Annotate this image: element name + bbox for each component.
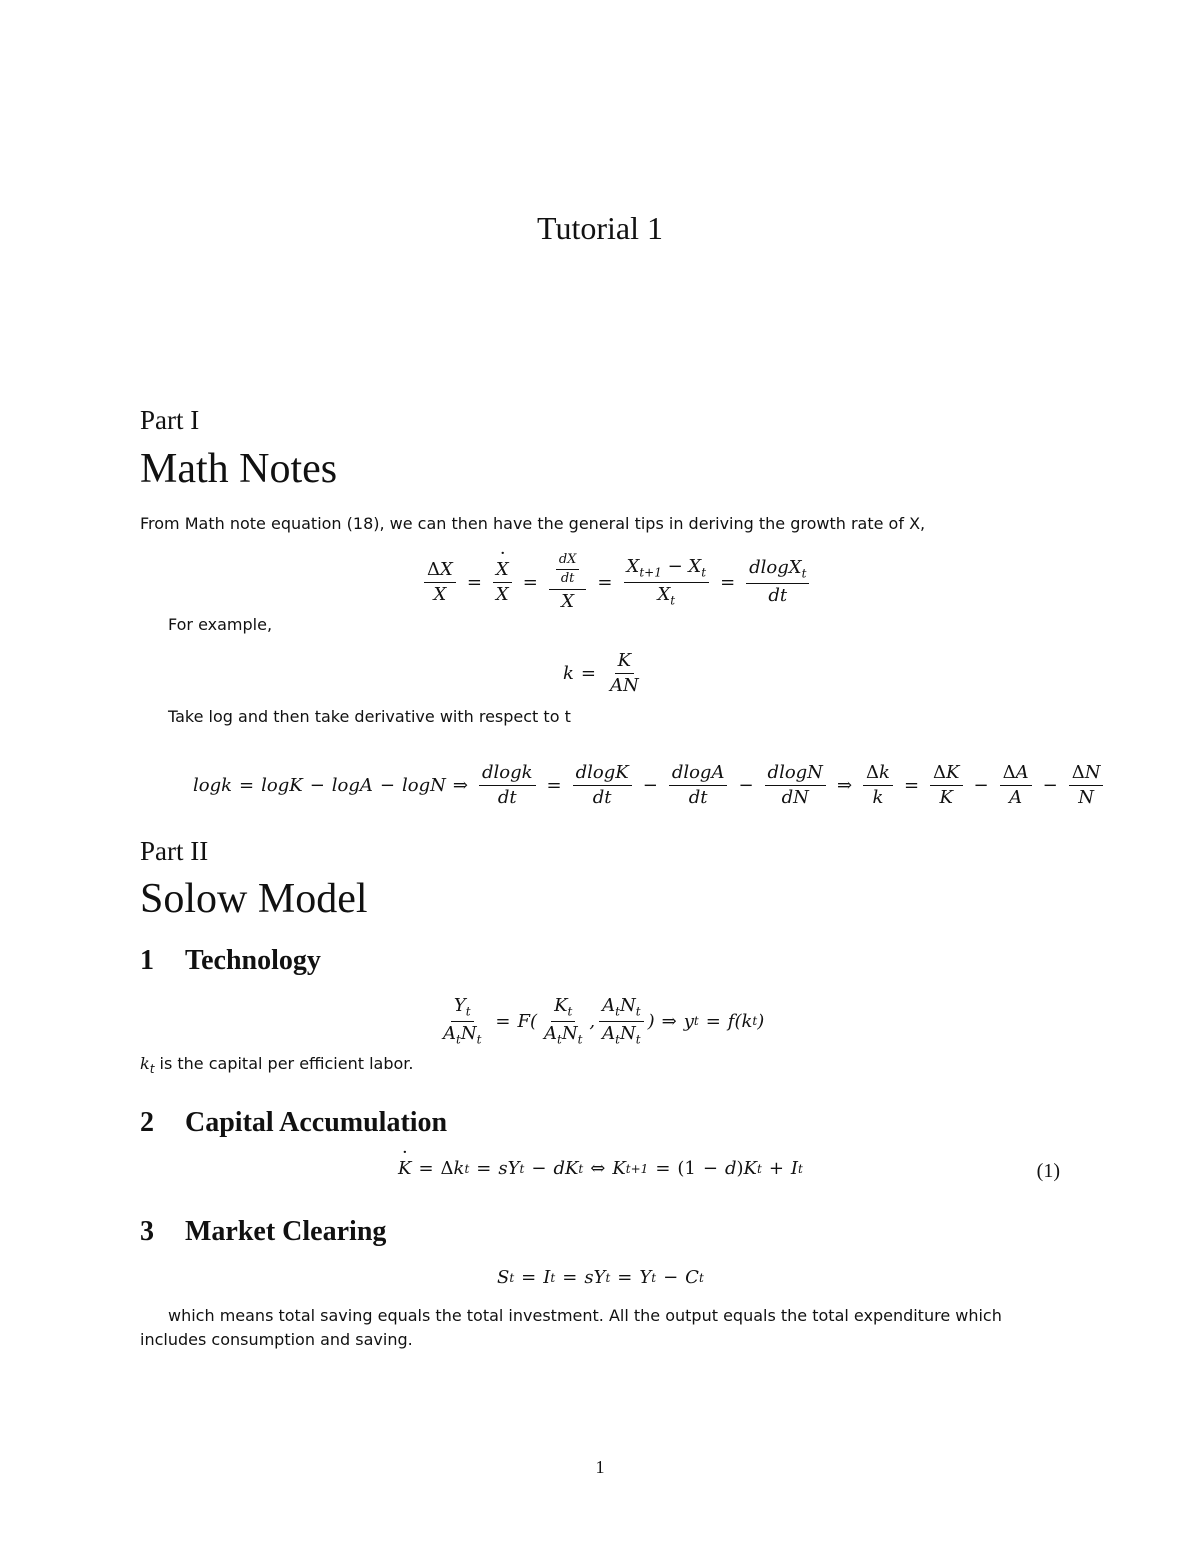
technology-equation: $\frac{Y_t}{A_tN_t}$ = F( $\frac{K_t}{A_tN_t}$ , $\frac{A_tN_t}{A_tN_t}$ ) ⇒ y t = f(k t )	[443, 995, 765, 1047]
part-one-label: Part I	[140, 405, 200, 435]
take-log-text: Take log and then take derivative with respect to t	[168, 707, 571, 726]
page-number: 1	[595, 1457, 605, 1477]
equation-number: (1)	[1036, 1160, 1060, 1182]
part-one-title: Math Notes	[140, 446, 338, 492]
section-market-clearing-heading: 3 Market Clearing	[140, 1216, 387, 1247]
section-technology-heading: 1 Technology	[140, 945, 321, 976]
page-title: Tutorial 1	[537, 210, 663, 246]
growth-rate-equation: $\frac{\Delta X}{X}$ = · $\frac{X}{X}$ = $\frac{\frac{dX}{dt}}{X}$ = $\frac{X_{t+1} - X_t}{X_t}$ = $\frac{dlogX_t}{dt}$	[420, 553, 813, 611]
part-two-label: Part II	[140, 836, 209, 866]
technology-note: $k_t$ is the capital per efficient labor.	[140, 1054, 414, 1077]
log-derivative-equation: logk = logK − logA − logN ⇒ $\frac{dlogk}{dt}$ = $\frac{dlogK}{dt}$ − $\frac{dlogA}{dt}$ − $\frac{dlogN}{dN}$ ⇒ $\frac{\Delta k}{k}$ = $\frac{\Delta K}{K}$ − $\frac{\Delta A}{A}$ − $\frac{\Delta N}{N}$	[193, 763, 1107, 808]
math-intro-paragraph: From Math note equation (18), we can then have the general tips in deriving the growth rate of X,	[140, 514, 926, 533]
k-definition-equation: k = $\frac{K}{AN}$	[563, 650, 639, 696]
capital-accumulation-equation: · K = Δ k t = sY t − dK t ⇔ K t+1 = (1 − d ) K t + I t	[398, 1158, 803, 1179]
section-capital-heading: 2 Capital Accumulation	[140, 1107, 448, 1138]
part-two-title: Solow Model	[140, 876, 368, 922]
closing-paragraph: which means total saving equals the total investment. All the output equals the total expenditure which includes consumption and saving.	[140, 1306, 1002, 1349]
for-example-text: For example,	[168, 615, 273, 634]
market-clearing-equation: S t = I t = sY t = Y t − C t	[497, 1267, 704, 1288]
